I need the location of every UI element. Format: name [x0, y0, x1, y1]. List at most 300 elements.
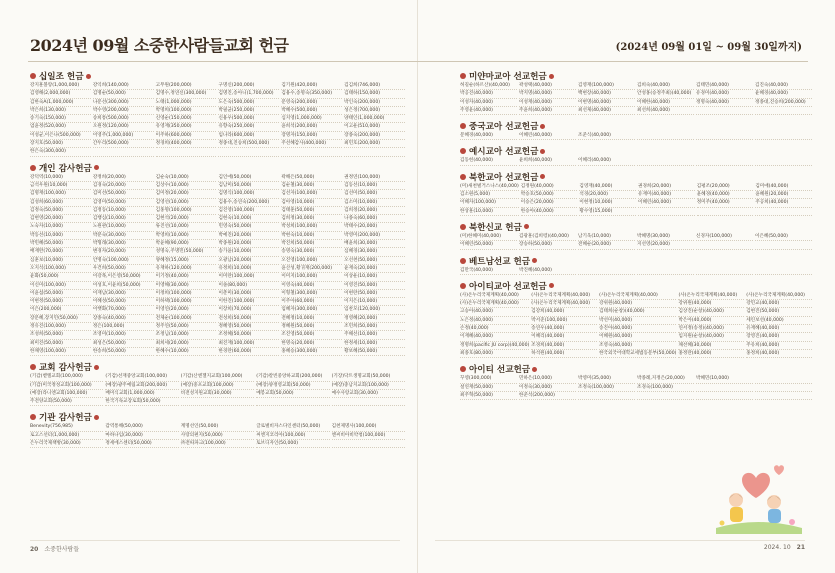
bullet-dot-icon	[30, 414, 36, 420]
donor-entry: 김명순(50,000)	[93, 90, 154, 98]
donor-list	[460, 82, 812, 115]
donor-entry: 박필균(250,000)	[218, 107, 279, 115]
donor-entry: 김동선(10,000)	[344, 182, 405, 190]
child-body-left	[730, 507, 743, 522]
donor-entry: 김경숙(20,000)	[93, 182, 154, 190]
donor-entry: 정세에스센터(50,000)	[105, 440, 178, 448]
donor-entry: 전혜정(10,000)	[281, 315, 342, 323]
donor-entry: 윤산성,황귀재(200,000)	[281, 265, 342, 273]
donor-entry: 이형철(300,000)	[281, 290, 342, 298]
donor-entry	[755, 208, 812, 216]
child-head-left	[729, 493, 743, 507]
donor-entry: 주해선(10,000)	[344, 331, 405, 339]
section-title: 미얀마교아 선교헌금	[469, 72, 547, 82]
donor-entry: 김명수,정연신(300,000)	[156, 90, 217, 98]
donor-entry: 정명숙(40,000)	[696, 99, 753, 107]
donor-entry: 송가윤(10,000)	[218, 248, 279, 256]
donor-entry: 이성재(40,000)	[519, 99, 576, 107]
donor-entry: 문영숙(200,000)	[281, 99, 342, 107]
offering-section	[460, 280, 812, 358]
donor-entry: 박은아(40,000)	[678, 317, 744, 325]
donor-entry	[696, 392, 753, 400]
donor-list	[460, 267, 812, 275]
donor-entry: 이현명(40,000)	[578, 99, 635, 107]
donor-entry: 엄윤정(520,000)	[30, 123, 91, 131]
donor-entry: 권경희(20,000)	[638, 183, 695, 191]
offering-section	[460, 171, 812, 216]
donor-entry: 박종례,지정은(20,000)	[637, 375, 694, 383]
donor-entry: 윤희희(40,000)	[519, 157, 576, 165]
donor-list	[30, 82, 405, 157]
section-heading	[460, 221, 812, 233]
donor-entry: 박예진(20,000)	[218, 232, 279, 240]
donor-entry: 고승아(40,000)	[460, 308, 529, 316]
donor-entry: 남기욱(10,000)	[578, 233, 635, 241]
donor-entry: 채선혜(30,000)	[678, 342, 744, 350]
donor-list	[460, 233, 812, 250]
donor-entry: 김정숙(50,000)	[30, 207, 91, 215]
donor-entry: (사)온누리국제계획(40,000)	[531, 300, 597, 308]
section-title: 교회 감사헌금	[39, 363, 92, 374]
donor-entry: 김희정(30,000)	[281, 215, 342, 223]
donor-entry: 이은(200,000)	[30, 306, 91, 314]
section-title: 북한신교 헌금	[469, 222, 522, 233]
section-heading	[30, 162, 405, 174]
donor-entry: 주영윤(40,000)	[460, 107, 517, 115]
donor-entry: 마하나임(30,000)	[105, 432, 178, 440]
donor-entry	[344, 148, 405, 156]
grass-shape	[716, 522, 802, 534]
donor-entry	[755, 157, 812, 165]
donor-entry: 조경희(40,000)	[531, 342, 597, 350]
donor-entry: 송기숙(150,000)	[30, 115, 91, 123]
donor-entry: 간두리(500,000)	[93, 140, 154, 148]
donor-entry: 안성홍(승정주최)(40,000)	[637, 90, 694, 98]
donor-entry: (기감)미국정성교회(100,000)	[30, 382, 103, 390]
donor-entry: 조영미(10,000)	[93, 331, 154, 339]
bullet-dot-end-icon	[549, 283, 554, 288]
offering-section	[30, 411, 405, 448]
donor-entry: 박공진(40,000)	[460, 90, 517, 98]
donor-entry: 민영숙(50,000)	[218, 223, 279, 231]
donor-entry: 박명희(100,000)	[156, 107, 217, 115]
donor-entry: 한정세(10,000)	[344, 340, 405, 348]
donor-entry: (예장)중포교회(100,000)	[181, 382, 254, 390]
donor-entry: 최종호(80,000)	[460, 350, 529, 358]
donor-entry: 강지훈볼랑(1,000,000)	[30, 82, 91, 90]
bullet-dot-end-icon	[524, 224, 529, 229]
donor-entry: 박태수(20,000)	[344, 223, 405, 231]
donor-entry: 박은희(130,000)	[30, 107, 91, 115]
donor-entry: 김강희(40,000)	[531, 308, 597, 316]
donor-entry: 장지호(50,000)	[30, 140, 91, 148]
donor-entry: 곽해은(50,000)	[281, 174, 342, 182]
donor-entry: 이윤섭(50,000)	[30, 290, 91, 298]
donor-entry: 최미진(50,000)	[30, 340, 91, 348]
donor-entry: 김태민(40,000)	[696, 82, 753, 90]
donor-entry: 이정희(100,000)	[156, 290, 217, 298]
donor-entry: 김아영(10,000)	[281, 199, 342, 207]
donor-entry: 세린보선(40,000)	[746, 317, 812, 325]
donor-entry: 유재미(40,000)	[638, 191, 695, 199]
donor-entry: 김미애(40,000)	[755, 183, 812, 191]
donor-entry	[637, 157, 694, 165]
donor-entry: 이장희(70,000)	[218, 306, 279, 314]
donor-entry: 곽성택(40,000)	[519, 82, 576, 90]
donor-entry: 김김희(746,000)	[344, 82, 405, 90]
donor-entry: 윤화(50,000)	[30, 273, 91, 281]
donor-entry: 이현란(50,000)	[344, 290, 405, 298]
donor-entry: 송연우(40,000)	[531, 325, 597, 333]
child-head-right	[767, 495, 781, 509]
donor-entry: 조경숙(100,000)	[637, 384, 694, 392]
donor-entry: (예장)광주예림교회(200,000)	[105, 382, 178, 390]
donor-entry: 김행심(10,000)	[93, 215, 154, 223]
donor-entry: 김순철(30,000)	[281, 182, 342, 190]
bullet-dot-end-icon	[532, 258, 537, 263]
section-title: 중국교아 선교헌금	[469, 122, 539, 133]
bullet-dot-end-icon	[540, 149, 545, 154]
section-heading	[30, 70, 405, 82]
donor-entry: 박혜명(30,000)	[637, 233, 694, 241]
donor-entry: 김명재(100,000)	[30, 190, 91, 198]
donor-entry: 장승하(50,000)	[519, 241, 576, 249]
bullet-dot-icon	[460, 148, 466, 154]
donor-entry: 이춘미(30,000)	[218, 290, 279, 298]
donor-entry: 정경희(400,000)	[156, 140, 217, 148]
donor-entry: (사)온누리국제계획(40,000)	[460, 292, 529, 300]
donor-entry: 양혜정(15,000)	[156, 257, 217, 265]
donor-entry: 김남미(50,000)	[218, 182, 279, 190]
donor-entry: 최민호(200,000)	[344, 140, 405, 148]
donor-entry: 이성균,이은나(500,000)	[30, 132, 91, 140]
donor-entry: 박영희(10,000)	[156, 232, 217, 240]
donor-entry: 비전성지원교회(30,000)	[181, 390, 254, 398]
donor-entry: 정미주(40,000)	[697, 199, 754, 207]
donor-entry: 김영선(10,000)	[156, 199, 217, 207]
donor-entry: 이강목,이은영(50,000)	[93, 273, 154, 281]
donor-entry: 심훈보(10,000)	[30, 257, 91, 265]
donor-entry	[696, 267, 753, 275]
section-title: 베트남선교 헌금	[469, 256, 531, 267]
donor-entry: 김용수,송명숙(350,000)	[281, 90, 342, 98]
donor-entry: 조준식(40,000)	[578, 132, 635, 140]
donor-entry: 김미선(50,000)	[93, 190, 154, 198]
section-heading	[460, 145, 812, 157]
donor-entry: (예장)라니엔교회(100,000)	[30, 390, 103, 398]
donor-entry: 조민희(50,000)	[344, 323, 405, 331]
donor-entry: 계명선인(50,000)	[181, 423, 254, 431]
section-title: 북한교아 선교헌금	[469, 172, 539, 183]
donor-entry: 이현정(10,000)	[579, 199, 636, 207]
donor-entry: 김평조(20,000)	[697, 183, 754, 191]
donor-entry: (예장)양정영교회(50,000)	[256, 382, 329, 390]
donor-entry: 주공희(40,000)	[755, 199, 812, 207]
donor-entry: 성명숙,주명민(50,000)	[156, 248, 217, 256]
donor-entry: 이혜성(50,000)	[93, 298, 154, 306]
donor-entry	[696, 157, 753, 165]
donor-entry: 유재하(120,000)	[156, 265, 217, 273]
donor-entry: 이혜린(50,000)	[460, 241, 517, 249]
donor-entry	[697, 208, 754, 216]
donor-entry: 김한숙A(1,000,000)	[30, 99, 91, 107]
magazine-name: 소중한사람들	[44, 546, 80, 553]
donor-entry: 유재혜(40,000)	[746, 325, 812, 333]
footer-right	[764, 544, 805, 551]
donor-entry: 백현장(40,000)	[578, 90, 635, 98]
donor-entry: 감역통해(50,000)	[105, 423, 178, 431]
donor-entry: 사랑의편지(50,000)	[181, 432, 254, 440]
donor-entry: 이혜자(100,000)	[460, 199, 519, 207]
donor-entry: 김태훈(50,000)	[281, 207, 342, 215]
donor-entry: 이정숙(30,000)	[519, 384, 576, 392]
donor-entry: 오선천(50,000)	[344, 257, 405, 265]
donor-entry: 씨엔지코리아(100,000)	[256, 432, 329, 440]
bullet-dot-icon	[460, 174, 466, 180]
donor-entry: 노원관(10,000)	[93, 223, 154, 231]
section-heading	[460, 363, 812, 375]
donor-entry: 조영숙(40,000)	[599, 342, 676, 350]
donor-entry: 로고스선터(1,000,000)	[30, 432, 103, 440]
donor-entry	[578, 392, 635, 400]
donor-entry: 신영순(150,000)	[156, 115, 217, 123]
donor-entry: 이하택(100,000)	[156, 298, 217, 306]
donor-entry: 윤혜경(40,000)	[755, 90, 812, 98]
donor-entry: Benevity(756,985)	[30, 423, 103, 431]
donor-entry: 예봉교회(50,000)	[256, 390, 329, 398]
page-divider	[417, 0, 418, 573]
donor-entry: 이혜린(40,000)	[638, 199, 695, 207]
donor-list	[30, 373, 405, 406]
donor-entry: 임지원(순창)(40,000)	[678, 333, 744, 341]
donor-entry: 송희통(500,000)	[93, 115, 154, 123]
donor-entry: 김현숙(10,000)	[218, 215, 279, 223]
donor-entry: 이재혜(40,000)	[460, 333, 529, 341]
offering-section	[30, 361, 405, 406]
donor-entry: 강민교(40,000)	[746, 300, 812, 308]
child-body-right	[768, 509, 781, 523]
donor-entry: 김태희(순창)(40,000)	[599, 308, 676, 316]
section-heading	[460, 255, 812, 267]
donor-entry: 엔씨비아비약청(100,000)	[332, 432, 405, 440]
donor-entry: 이혜한(40,000)	[637, 99, 694, 107]
donor-entry: 석경(20,000)	[579, 191, 636, 199]
donor-entry: 노태(1,000,000)	[156, 99, 217, 107]
donor-entry: 한상훈(10,000)	[460, 208, 519, 216]
donor-entry: 전성희(50,000)	[218, 315, 279, 323]
donor-entry: 이주아(60,000)	[281, 298, 342, 306]
donor-entry: 나문선(300,000)	[93, 99, 154, 107]
donor-entry: 김현영(20,000)	[30, 215, 91, 223]
donor-entry: 김천제명사(100,000)	[332, 423, 405, 431]
donor-entry: (미)한혜미(40,000)	[460, 233, 517, 241]
donor-entry: 도은숙(500,000)	[218, 99, 279, 107]
bullet-dot-end-icon	[549, 74, 554, 79]
donor-entry: 박지명(40,000)	[519, 90, 576, 98]
donor-entry: 이혜리(40,000)	[531, 333, 597, 341]
page-title: 2024년 09월 소중한사람들교회 헌금	[30, 36, 289, 55]
donor-entry: 설연재(50,000)	[460, 384, 517, 392]
donor-entry: 박인숙(200,000)	[344, 99, 405, 107]
donor-entry: 주전양교회(50,000)	[30, 398, 103, 406]
donor-entry: ㈜전따파크(100,000)	[181, 440, 254, 448]
offering-section	[460, 221, 812, 250]
donor-entry: 정명희(pacific JU corp)(40,000)	[460, 342, 529, 350]
donor-entry: 정영혜(20,000)	[344, 315, 405, 323]
donor-entry: 손정(40,000)	[460, 325, 529, 333]
offering-section	[460, 363, 812, 400]
donor-entry: 김홍명(100,000)	[156, 207, 217, 215]
donor-entry: 전혜순(20,000)	[578, 241, 635, 249]
donor-entry: 주유희(40,000)	[746, 342, 812, 350]
donor-entry: 한은숙(300,000)	[30, 148, 91, 156]
donor-entry: 오진영(100,000)	[281, 257, 342, 265]
offering-section	[30, 70, 405, 157]
page-number-right: 21	[796, 544, 805, 551]
donor-entry: 이상운(10,000)	[344, 273, 405, 281]
donor-entry: 정종대,진승희(200,000)	[755, 99, 812, 107]
donor-entry: 송진아(40,000)	[599, 325, 676, 333]
donor-entry	[637, 392, 694, 400]
section-heading	[30, 411, 405, 423]
donor-entry: 박형래(30,000)	[93, 240, 154, 248]
donor-entry: (사)온누리국제계획(40,000)	[678, 292, 744, 300]
donor-entry: 심혜경(30,000)	[344, 248, 405, 256]
donor-entry: 이기정(40,000)	[156, 273, 217, 281]
offering-section	[30, 162, 405, 357]
donor-entry: 신경자(100,000)	[696, 233, 753, 241]
donor-entry: 홍정란(40,000)	[678, 350, 744, 358]
donor-entry: 윤혜원(20,000)	[755, 191, 812, 199]
donor-entry: 김영재(100,000)	[578, 82, 635, 90]
donor-entry: 박선미(40,000)	[599, 317, 676, 325]
donor-entry: 배재완(70,000)	[30, 248, 91, 256]
donor-entry: 조성희(50,000)	[30, 331, 91, 339]
bullet-dot-end-icon	[540, 174, 545, 179]
donor-entry: 박서준(100,000)	[531, 317, 597, 325]
donor-entry: 박종원(20,000)	[218, 240, 279, 248]
donor-entry: 우건희(50,000)	[93, 265, 154, 273]
donor-entry: 유영재(350,000)	[156, 123, 217, 131]
section-title: 개인 감사헌금	[39, 163, 92, 174]
donor-entry: 정유진(100,000)	[30, 323, 91, 331]
donor-entry: 토브디자인(50,000)	[256, 440, 329, 448]
donor-list	[460, 292, 812, 358]
donor-entry	[218, 148, 279, 156]
offering-section	[460, 120, 812, 140]
page-number-left: 20	[30, 546, 39, 553]
donor-entry: 한송희(50,000)	[93, 348, 154, 356]
donor-entry: 연서정(송정)(40,000)	[678, 325, 744, 333]
flower-icon-2	[720, 521, 725, 526]
donor-entry: 구명신(200,000)	[218, 82, 279, 90]
donor-entry: 금석우원(10,000)	[30, 182, 91, 190]
small-heart-icon	[774, 465, 784, 475]
donor-entry: 이주하(600,000)	[156, 132, 217, 140]
donor-entry	[755, 375, 812, 383]
issue-date: 2024. 10	[763, 544, 791, 551]
bullet-dot-end-icon	[94, 365, 99, 370]
donor-entry: (기장)닥트생명교회(50,000)	[332, 373, 405, 381]
donor-entry: 김영재(40,000)	[579, 183, 636, 191]
donor-entry: 강덕역(10,000)	[30, 174, 91, 182]
donor-list	[460, 375, 812, 400]
offering-section	[460, 145, 812, 165]
donor-entry: 이영주(1,000,000)	[93, 132, 154, 140]
donor-entry	[696, 107, 753, 115]
donor-entry: 정혜영(50,000)	[218, 323, 279, 331]
donor-entry: 최선희(40,000)	[637, 107, 694, 115]
section-title: 아이티 선교헌금	[469, 365, 531, 376]
donor-entry: 조정숙(100,000)	[578, 384, 635, 392]
bullet-dot-end-icon	[94, 415, 99, 420]
donor-entry: 김현석(20,000)	[156, 215, 217, 223]
donor-entry: 박혜민(10,000)	[696, 375, 753, 383]
donor-entry: 최진재(100,000)	[218, 340, 279, 348]
bullet-dot-icon	[460, 366, 466, 372]
donor-entry: 나종숙(60,000)	[344, 215, 405, 223]
donor-entry: 한국기독교장로회(50,000)	[105, 398, 178, 406]
donor-entry: 김영해(2,000,000)	[30, 90, 91, 98]
donor-entry: 조진영(50,000)	[281, 331, 342, 339]
donor-entry	[696, 132, 753, 140]
donor-entry: 꾸영(300,000)	[460, 375, 517, 383]
donor-entry: 이고운(510,000)	[344, 123, 405, 131]
donor-entry: 홍혜승(300,000)	[281, 348, 342, 356]
donor-entry: 이영해(30,000)	[156, 282, 217, 290]
donor-entry: 민하은(10,000)	[519, 375, 576, 383]
donor-entry: 은누리국제책방(30,000)	[30, 440, 103, 448]
donor-entry: 오광남(20,000)	[218, 257, 279, 265]
donor-entry: (기감)산엔젤지교회(100,000)	[181, 373, 254, 381]
donor-entry	[578, 267, 635, 275]
date-period: (2024년 09월 01일 ~ 09월 30일까지)	[615, 42, 802, 53]
donor-entry: 변경자(20,000)	[93, 248, 154, 256]
donor-entry: (기감)벧엘교회(100,000)	[30, 373, 103, 381]
donor-entry: (미)새천벌거스나스(40,000)	[460, 183, 519, 191]
donor-entry: (기감)칼빈중앙하교회(200,000)	[256, 373, 329, 381]
donor-entry	[637, 267, 694, 275]
donor-entry: 임찬모(120,000)	[344, 306, 405, 314]
donor-entry: 이혜린(40,000)	[519, 132, 576, 140]
bullet-dot-icon	[30, 73, 36, 79]
donor-entry: 이성호,이윤희(50,000)	[93, 282, 154, 290]
donor-entry: 신용우(500,000)	[218, 115, 279, 123]
donor-entry: 박영미(200,000)	[344, 232, 405, 240]
donor-entry: 장명자(150,000)	[281, 132, 342, 140]
donor-entry: 조정혜(50,000)	[218, 331, 279, 339]
flower-icon	[789, 519, 795, 525]
donor-entry: 박윤혜(90,000)	[156, 240, 217, 248]
donor-entry: 배미식교회(1,000,000)	[105, 390, 178, 398]
donor-entry: 권정연(100,000)	[344, 174, 405, 182]
section-heading	[460, 120, 812, 132]
donor-entry: 주윤희(40,000)	[519, 107, 576, 115]
donor-entry: 박성희(100,000)	[281, 223, 342, 231]
donor-entry: 양태인(1,000,000)	[344, 115, 405, 123]
donor-entry	[696, 241, 753, 249]
section-title: 예시교아 선교헌금	[469, 147, 539, 158]
donor-entry: 김태하(150,000)	[344, 90, 405, 98]
donor-entry: (사)온누리국제계획(40,000)	[460, 300, 529, 308]
donor-entry: 강정희(20,000)	[93, 174, 154, 182]
donor-entry: 하석원(40,000)	[531, 350, 597, 358]
footer-rule-left	[30, 540, 400, 541]
donor-entry: 지선영(20,000)	[637, 241, 694, 249]
donor-entry: 예수사랑교회(30,000)	[332, 390, 405, 398]
donor-entry: 안명숙(100,000)	[93, 257, 154, 265]
donor-entry: 김상진(순창)(40,000)	[678, 308, 744, 316]
